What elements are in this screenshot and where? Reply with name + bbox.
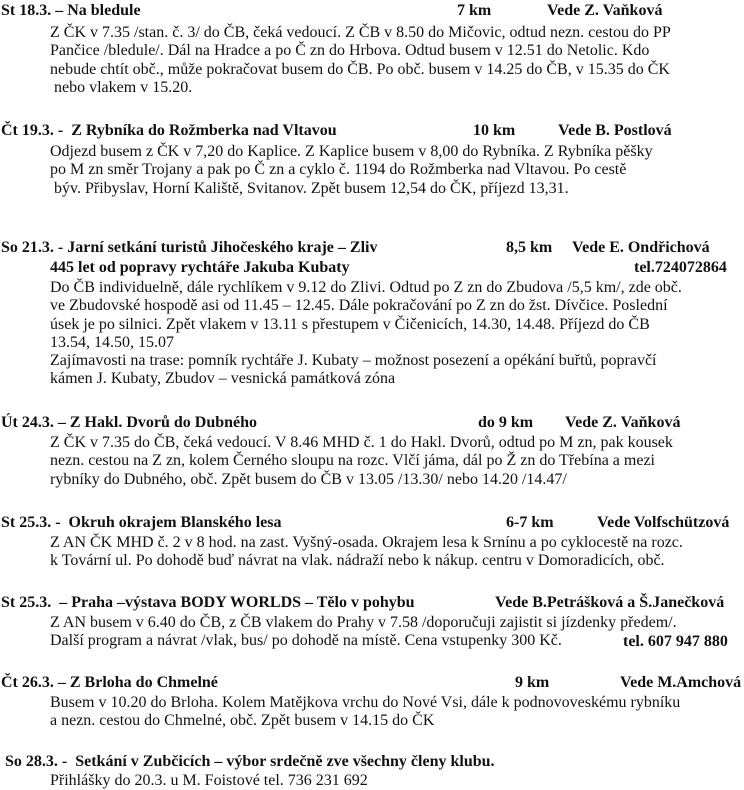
description-line: 13.54, 14.50, 15.07 [50, 333, 174, 351]
entry-phone: tel.724072864 [634, 259, 727, 276]
entry-heading: Čt 26.3. – Z Brloha do Chmelné [1, 674, 218, 691]
entry-distance: 10 km [473, 122, 516, 139]
entry-leader: Vede M.Amchová [620, 674, 742, 691]
description-line: k Tovární ul. Po dohodě buď návrat na vlak. nádraží nebo k nákup. centru v Domoradicích, obč. [50, 552, 665, 570]
description-line: Pančice /bledule/. Dál na Hradce a po Č zn do Hrbova. Odtud busem v 12.51 do Netolic. Kdo [50, 42, 650, 60]
description-line: býv. Přibyslav, Horní Kaliště, Svitanov. Zpět busem 12,54 do ČK, příjezd 13,31. [50, 179, 569, 197]
entry-heading: Čt 19.3. - Z Rybníka do Rožmberka nad Vltavou [1, 122, 337, 139]
description-line: nezn. cestou na Z zn, kolem Černého sloupu na rozc. Vlčí jáma, dál po Ž zn do Třebína a mezi [50, 452, 655, 470]
description-line: ve Zbudovské hospodě asi od 11.45 – 12.45. Dále pokračování po Z zn do žst. Dívčice. Poslední [50, 297, 668, 315]
entry-heading: So 28.3. - Setkání v Zubčicích – výbor srdečně zve všechny členy klubu. [5, 753, 495, 770]
description-line: Odjezd busem z ČK v 7,20 do Kaplice. Z Kaplice busem v 8,00 do Rybníka. Z Rybníka pěšky [50, 143, 653, 160]
description-line: Z ČK v 7.35 do ČB, čeká vedoucí. V 8.46 MHD č. 1 do Hakl. Dvorů, odtud po M zn, pak kousek [50, 434, 673, 451]
entry-leader: Vede B. Postlová [558, 122, 672, 139]
entry-description [50, 614, 677, 651]
description-line: úsek je po silnici. Zpět vlakem v 13.11 s přestupem v Čičenicích, 14.30, 14.48. Příjezd do ČB [50, 315, 650, 333]
entry-heading: St 25.3. - Okruh okrajem Blanského lesa [1, 514, 282, 531]
entry-leader: Vede Z. Vaňková [565, 414, 681, 431]
entry-heading: Út 24.3. – Z Hakl. Dvorů do Dubného [1, 414, 258, 431]
description-line: Z AN ČK MHD č. 2 v 8 hod. na zast. Vyšný-osada. Okrajem lesa k Srnínu a po cyklocestě na rozc. [50, 534, 683, 551]
entry-description [50, 772, 368, 790]
entry-leader: Vede B.Petrášková a Š.Janečková [495, 594, 725, 611]
entry-subheading: 445 let od popravy rychtáře Jakuba Kubaty [50, 259, 350, 276]
entry-leader: Vede E. Ondřichová [572, 239, 710, 256]
description-line: kámen J. Kubaty, Zbudov – vesnická památková zóna [50, 370, 396, 388]
description-line: Další program a návrat /vlak, bus/ po dohodě na místě. Cena vstupenky 300 Kč. [50, 632, 562, 650]
description-line: Z ČK v 7.35 /stan. č. 3/ do ČB, čeká vedoucí. Z ČB v 8.50 do Mičovic, odtud nezn. cestou do PP [50, 24, 671, 41]
description-line: a nezn. cestou do Chmelné, obč. Zpět busem v 14.15 do ČK [50, 712, 435, 730]
entry-heading: St 18.3. – Na bledule [1, 2, 141, 19]
entry-distance: 8,5 km [506, 239, 553, 256]
entry-description [50, 534, 683, 571]
description-line: nebo vlakem v 15.20. [50, 78, 193, 96]
entry-description [50, 434, 673, 489]
description-line: rybníky do Dubného, obč. Zpět busem do ČB v 13.05 /13.30/ nebo 14.20 /14.47/ [50, 470, 567, 488]
description-line: Z AN busem v 6.40 do ČB, z ČB vlakem do Prahy v 7.58 /doporučuji zajistit si jízdenky předem/. [50, 614, 677, 631]
description-line: nebude chtít obč., může pokračovat busem do ČB. Po obč. busem v 14.25 do ČB, v 15.35 do ČK [50, 60, 670, 78]
description-line: Busem v 10.20 do Brloha. Kolem Matějkova vrchu do Nové Vsi, dále k podnovoveskému rybníku [50, 694, 681, 711]
entry-leader: Vede Volfschützová [597, 514, 730, 531]
entry-description [50, 279, 682, 389]
entry-distance: 7 km [457, 2, 492, 19]
description-line: Zajímavosti na trase: pomník rychtáře J. Kubaty – možnost posezení a opékání buřtů, popravčí [50, 352, 657, 370]
entry-heading: St 25.3. – Praha –výstava BODY WORLDS – Tělo v pohybu [1, 594, 415, 611]
entry-description [50, 143, 653, 198]
description-line: po M zn směr Trojany a pak po Č zn a cyklo č. 1194 do Rožmberka nad Vltavou. Po cestě [50, 161, 627, 179]
entry-description [50, 24, 671, 97]
entry-phone: tel. 607 947 880 [623, 633, 728, 650]
entry-distance: 6-7 km [506, 514, 554, 531]
description-line: Přihlášky do 20.3. u M. Foistové tel. 736 231 692 [50, 772, 368, 789]
description-line: Do ČB individuelně, dále rychlíkem v 9.12 do Zlivi. Odtud po Z zn do Zbudova /5,5 km/, zde obč. [50, 279, 682, 296]
entry-description [50, 694, 680, 731]
entry-distance: 9 km [515, 674, 550, 691]
entry-distance: do 9 km [478, 414, 534, 431]
entry-leader: Vede Z. Vaňková [547, 2, 663, 19]
entry-heading: So 21.3. - Jarní setkání turistů Jihočeského kraje – Zliv [1, 239, 378, 256]
